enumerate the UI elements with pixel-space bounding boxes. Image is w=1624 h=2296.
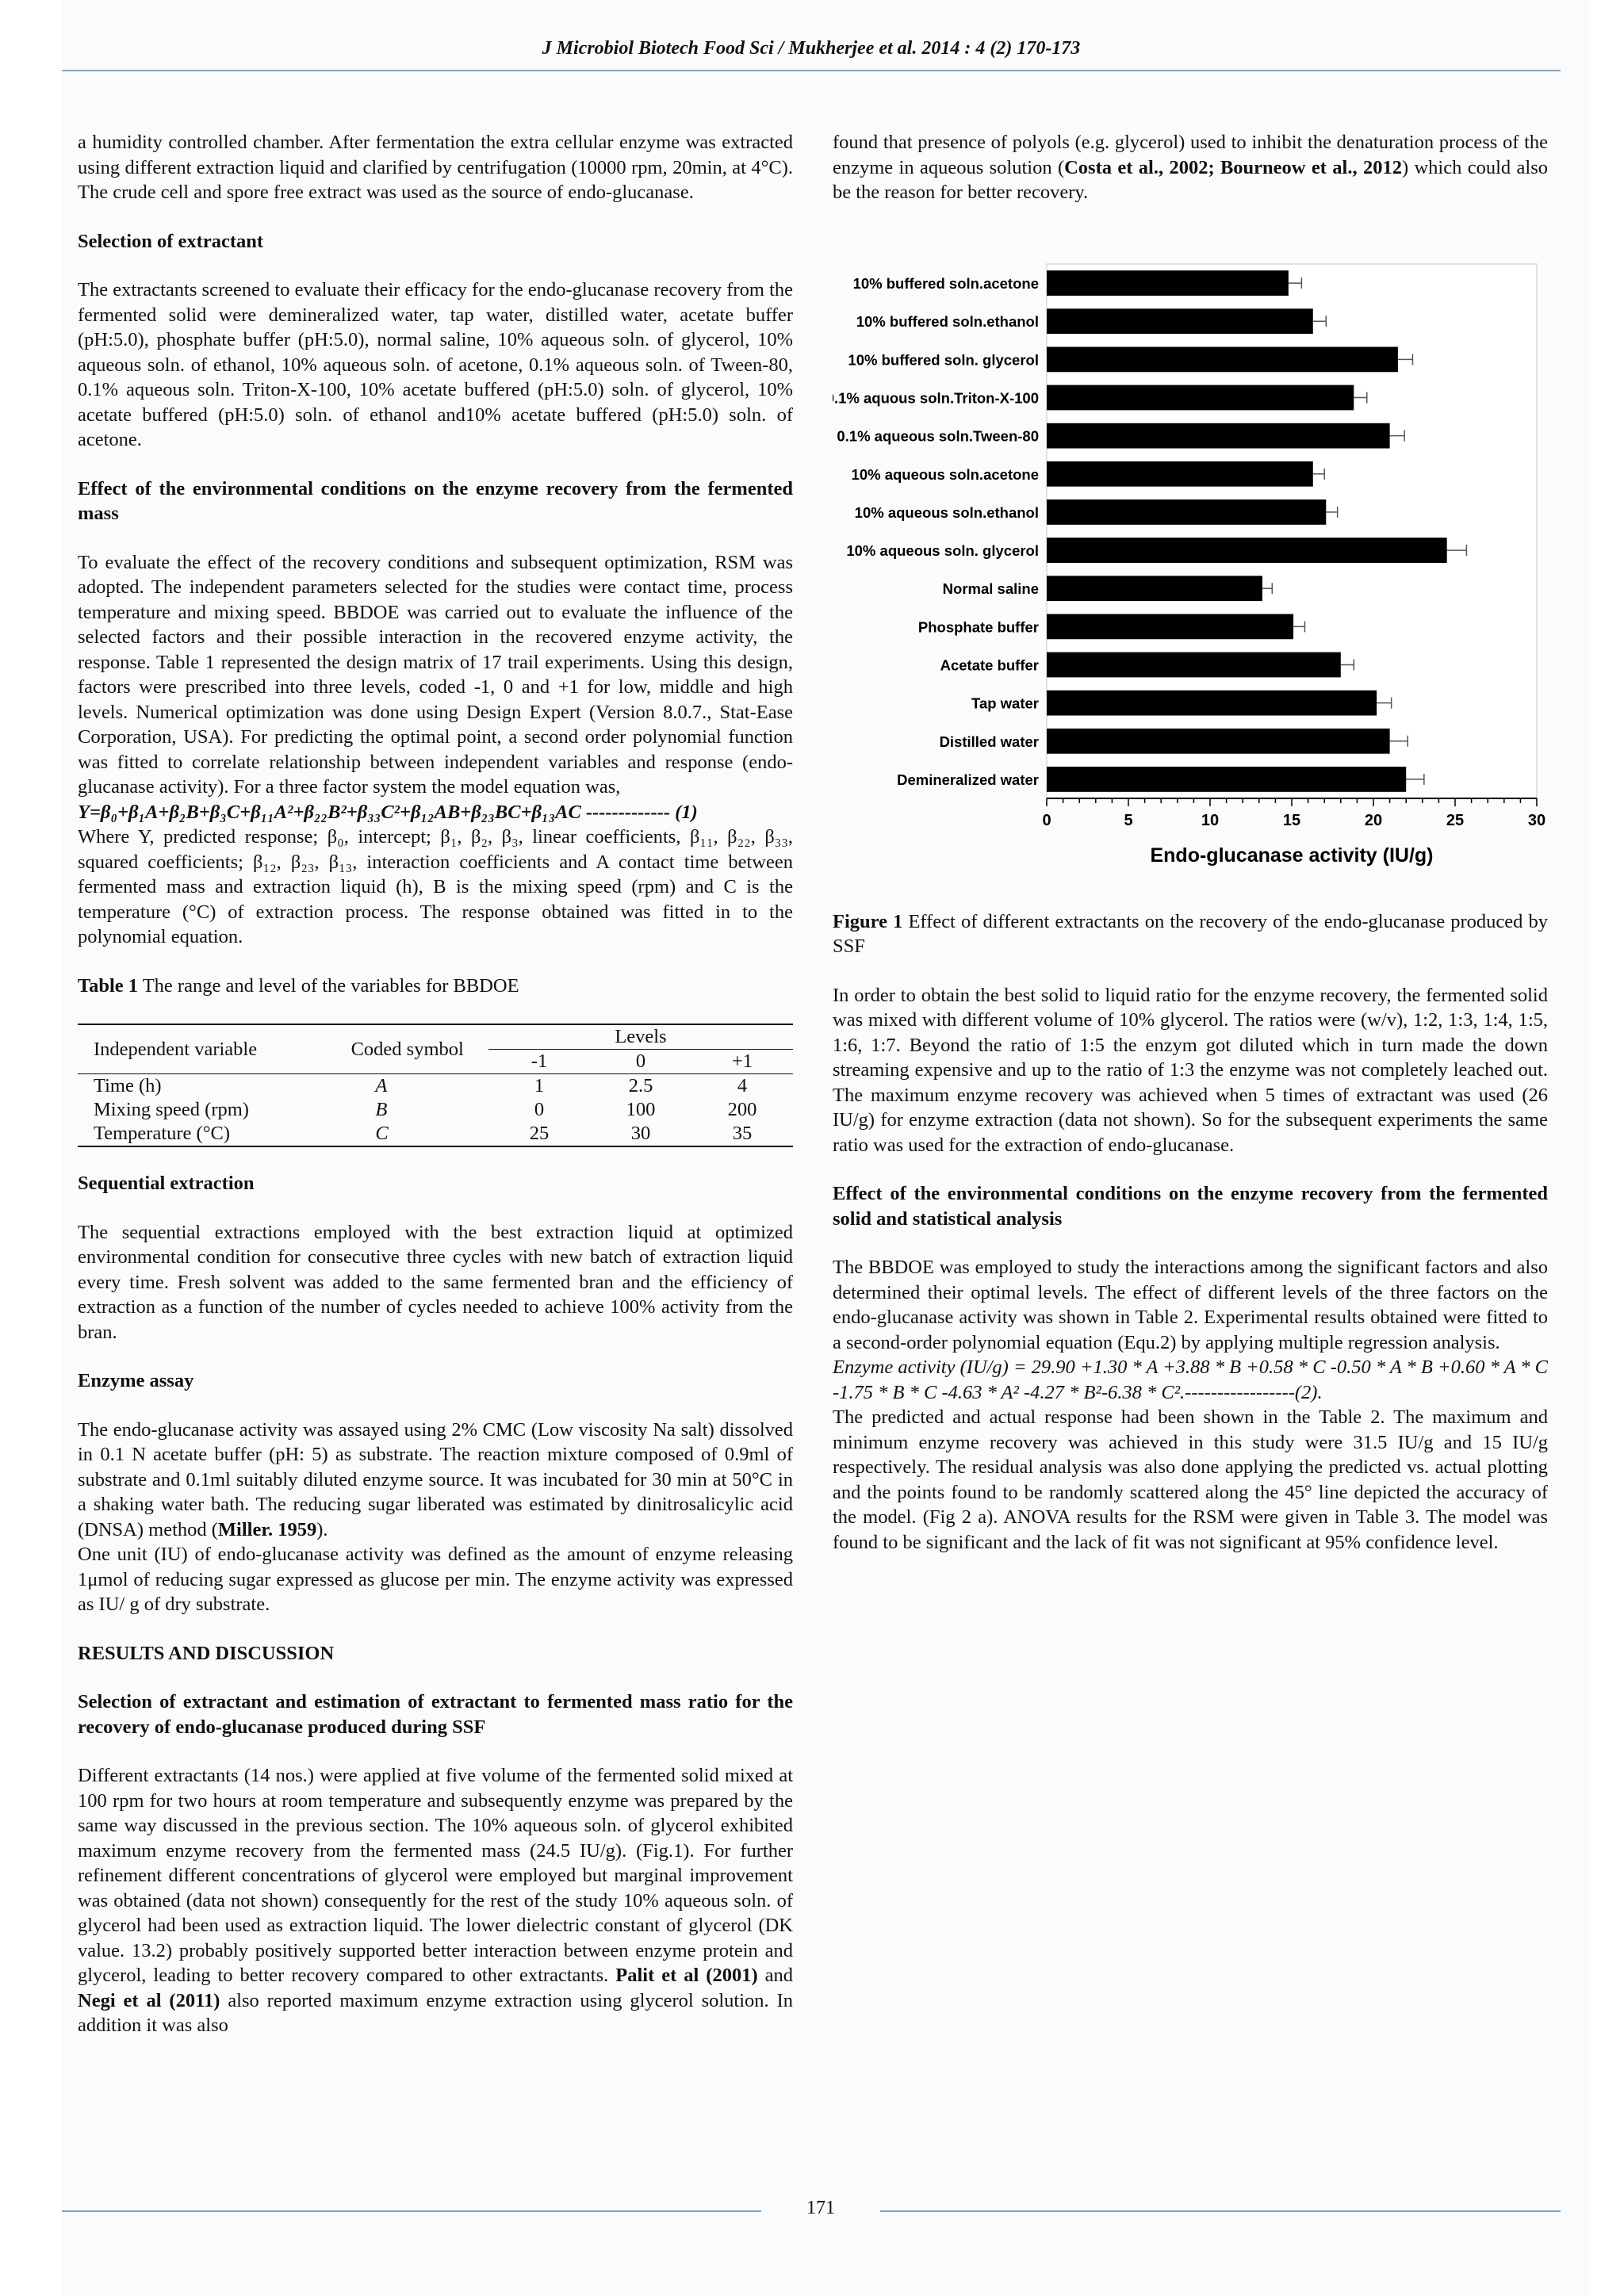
paragraph: One unit (IU) of endo-glucanase activity was defined as the amount of enzyme releasing 1μmol of reducing sugar expressed as glucose per min. The enzyme activity was expressed as IU/ g of dry substrate. bbox=[78, 1544, 793, 1615]
category-label: 10% buffered soln. glycerol bbox=[848, 350, 1039, 368]
table-cell: Temperature (°C) bbox=[94, 1123, 231, 1144]
figure-1-chart bbox=[833, 259, 1548, 886]
table-caption-text: The range and level of the variables for BBDOE bbox=[138, 974, 519, 997]
table-cell: 1 bbox=[534, 1075, 545, 1096]
bar bbox=[1047, 614, 1293, 639]
category-label: Demineralized water bbox=[897, 771, 1039, 788]
table-cell: C bbox=[375, 1123, 389, 1144]
paragraph: The BBDOE was employed to study the interactions among the significant factors and also determined their optimal levels. The effect of different levels of the three factors on the endo-glucanase activity was shown in Table 2. Experimental results obtained were fitted to a second-order polynomial equation (Equ.2) by applying multiple regression analysis. bbox=[833, 1257, 1548, 1353]
section-heading: Effect of the environmental conditions on the enzyme recovery from the fermented solid and statistical analysis bbox=[833, 1183, 1548, 1230]
section-heading: Selection of extractant bbox=[78, 230, 264, 252]
bar bbox=[1047, 499, 1326, 525]
footer-rule-left bbox=[62, 2210, 761, 2212]
category-label: 10% aqueous soln.acetone bbox=[851, 465, 1039, 483]
category-label: Phosphate buffer bbox=[917, 618, 1039, 635]
section-heading: Effect of the environmental conditions on the enzyme recovery from the fermented mass bbox=[78, 477, 793, 524]
paragraph: In order to obtain the best solid to liquid ratio for the enzyme recovery, the fermented solid was mixed with different volume of 10% glycerol. The ratios were (w/v), 1:2, 1:3, 1:4, 1:5, 1:6, 1:7. Beyond the ratio of 1:5 the enzym got diluted which in turn made the down streaming expensive and up to the ratio of 1:3 the enzyme was not completely leached out. The maximum enzyme recovery was achieved when 5 times of extractant was used (26 IU/g) for enzyme extraction (data not shown). So for the subsequent experiments the same ratio was used for the extraction of endo-glucanase. bbox=[833, 984, 1548, 1156]
x-tick-label: 5 bbox=[1124, 811, 1133, 829]
table-cell: 0 bbox=[534, 1099, 545, 1120]
page-number: 171 bbox=[806, 2198, 835, 2218]
paragraph: Where Y, predicted response; β₀, intercept; β₁, β₂, β₃, linear coefficients, β₁₁, β₂₂, β₃₃, squared coefficients; β₁₂, β₂₃, β₁₃, interaction coefficients and A contact time between fermented mass and extraction liquid (h), B is the mixing speed (rpm) and C is the temperature (°C) of extraction process. The response obtained was fitted in to the polynomial equation. bbox=[78, 826, 793, 947]
paragraph: The predicted and actual response had been shown in the Table 2. The maximum and minimum enzyme recovery was achieved in this study were 31.5 IU/g and 15 IU/g respectively. The residual analysis was also done applying the predicted vs. actual plotting and the points found to be randomly scattered along the 45° line depicted the accuracy of the model. (Fig 2 a). ANOVA results for the RSM were given in Table 3. The model was found to be significant and the lack of fit was not significant at 95% confidence level. bbox=[833, 1406, 1548, 1553]
x-tick-label: 10 bbox=[1201, 811, 1220, 829]
table-caption-label: Table 1 bbox=[78, 974, 139, 997]
figure-caption-label: Figure 1 bbox=[833, 910, 903, 932]
figure-caption bbox=[833, 909, 1548, 959]
table-cell: 30 bbox=[630, 1123, 651, 1144]
table-header-level: +1 bbox=[731, 1050, 753, 1072]
table-cell: Time (h) bbox=[94, 1075, 162, 1096]
bar-chart-svg bbox=[833, 259, 1548, 886]
plot-area bbox=[1047, 264, 1537, 798]
bar bbox=[1047, 308, 1313, 334]
table-cell: 2.5 bbox=[628, 1075, 653, 1096]
table-header-level: 0 bbox=[635, 1050, 646, 1072]
table-cell: Mixing speed (rpm) bbox=[94, 1099, 249, 1120]
bar bbox=[1047, 576, 1262, 601]
section-heading: Enzyme assay bbox=[78, 1370, 194, 1391]
equation-2: Enzyme activity (IU/g) = 29.90 +1.30 * A +3.88 * B +0.58 * C -0.50 * A * B +0.60 * A * C -1.75 * B * C -4.63 * A² -4.27 * B²-6.38 * C².-----------------(2). bbox=[833, 1357, 1548, 1403]
left-column bbox=[78, 130, 793, 2038]
x-tick-label: 25 bbox=[1446, 811, 1465, 829]
paragraph: To evaluate the effect of the recovery conditions and subsequent optimization, RSM was adopted. The independent parameters selected for the studies were contact time, process temperature and mixing speed. BBDOE was carried out to evaluate the influence of the selected factors and their possible interaction in the recovered enzyme activity, the response. Table 1 represented the design matrix of 17 trail experiments. Using this design, factors were prescribed into three levels, coded -1, 0 and +1 for low, middle and high levels. Numerical optimization was done using Design Expert (Version 8.0.7., Stat-Ease Corporation, USA). For predicting the optimal point, a second order polynomial function was fitted to correlate relationship between independent variables and response (endo-glucanase activity). For a three factor system the model equation was, bbox=[78, 551, 793, 798]
paragraph: The sequential extractions employed with the best extraction liquid at optimized environmental condition for consecutive three cycles with new batch of extraction liquid every time. Fresh solvent was added to the same fermented bran and the efficiency of extraction as a function of the number of cycles needed to achieve 100% activity from the bran. bbox=[78, 1221, 793, 1343]
category-label: 10% buffered soln.ethanol bbox=[856, 312, 1039, 330]
section-heading: Sequential extraction bbox=[78, 1173, 255, 1194]
text-run: and bbox=[757, 1965, 793, 1986]
table-cell: 200 bbox=[727, 1099, 757, 1120]
bar bbox=[1047, 728, 1390, 753]
bar bbox=[1047, 767, 1406, 792]
bar bbox=[1047, 423, 1390, 448]
table-header-levels: Levels bbox=[488, 1024, 793, 1050]
category-label: Tap water bbox=[971, 695, 1039, 712]
citation: Costa et al., 2002; Bourneow et al., 2012 bbox=[1064, 156, 1402, 178]
table-cell: 100 bbox=[626, 1099, 656, 1120]
table-header-variable: Independent variable bbox=[94, 1038, 258, 1060]
bar bbox=[1047, 270, 1289, 296]
running-header: J Microbiol Biotech Food Sci / Mukherjee et al. 2014 : 4 (2) 170-173 bbox=[542, 38, 1081, 59]
citation: Miller. 1959 bbox=[217, 1518, 317, 1540]
x-axis-label: Endo-glucanase activity (IU/g) bbox=[1150, 844, 1434, 867]
paragraph: a humidity controlled chamber. After fermentation the extra cellular enzyme was extracted using different extraction liquid and clarified by centrifugation (10000 rpm, 20min, at 4°C). The crude cell and spore free extract was used as the source of endo-glucanase. bbox=[78, 132, 793, 203]
x-tick-label: 0 bbox=[1042, 811, 1051, 829]
table-cell: 35 bbox=[732, 1123, 753, 1144]
category-label: Normal saline bbox=[942, 580, 1039, 597]
text-run: ) which could also be the reason for better recovery. bbox=[833, 156, 1548, 203]
paragraph bbox=[78, 1418, 793, 1543]
table-cell: B bbox=[375, 1099, 388, 1120]
paragraph: The extractants screened to evaluate their efficacy for the endo-glucanase recovery from the fermented solid were demineralized water, tap water, distilled water, acetate buffer (pH:5.0), phosphate buffer (pH:5.0), normal saline, 10% aqueous soln. of glycerol, 10% aqueous soln. of ethanol, 10% aqueous soln. of acetone, 0.1% aqueous soln. of Tween-80, 0.1% aqueous soln. Triton-X-100, 10% acetate buffered (pH:5.0) soln. of glycerol, 10% acetate buffered (pH:5.0) soln. of ethanol and10% acetate buffered (pH:5.0) soln. of acetone. bbox=[78, 279, 793, 450]
table-header-symbol: Coded symbol bbox=[350, 1038, 464, 1060]
category-label: Acetate buffer bbox=[940, 656, 1039, 673]
equation-1: Y=β₀+β₁A+β₂B+β₃C+β₁₁A²+β₂₂B²+β₃₃C²+β₁₂AB+β₂₃BC+β₁₃AC ------------- (1) bbox=[78, 801, 698, 823]
footer-rule-right bbox=[880, 2210, 1561, 2212]
table-row bbox=[78, 1122, 793, 1146]
table-cell: 25 bbox=[529, 1123, 550, 1144]
paragraph bbox=[833, 130, 1548, 205]
category-label: Distilled water bbox=[939, 733, 1039, 750]
table-cell: A bbox=[375, 1075, 388, 1096]
category-label: 10% aqueous soln.ethanol bbox=[854, 503, 1039, 521]
bar bbox=[1047, 652, 1341, 677]
text-run: Different extractants (14 nos.) were applied at five volume of the fermented solid mixed at 100 rpm for two hours at room temperature and subsequently enzyme was prepared by the same way discussed in the previous section. The 10% aqueous soln. of glycerol exhibited maximum enzyme recovery from the fermented mass (24.5 IU/g). (Fig.1). For further refinement different concentrations of glycerol were employed but marginal improvement was obtained (data not shown) consequently for the rest of the study 10% aqueous soln. of glycerol had been used as extraction liquid. The lower dielectric constant of glycerol (DK value. 13.2) probably positively supported better interaction between enzyme protein and glycerol, leading to better recovery compared to other extractants. bbox=[78, 1765, 793, 1986]
paragraph bbox=[78, 1763, 793, 2038]
x-tick-label: 15 bbox=[1282, 811, 1301, 829]
category-label: 0.1% aqueous soln.Tween-80 bbox=[837, 427, 1039, 445]
text-run: also reported maximum enzyme extraction using glycerol solution. In addition it was also bbox=[78, 1989, 793, 2036]
bar bbox=[1047, 385, 1354, 410]
category-label: 10% aqueous soln. glycerol bbox=[846, 541, 1039, 559]
section-heading: RESULTS AND DISCUSSION bbox=[78, 1642, 335, 1664]
bar bbox=[1047, 346, 1398, 372]
bar bbox=[1047, 461, 1313, 486]
citation: Palit et al (2001) bbox=[615, 1965, 758, 1986]
bar bbox=[1047, 538, 1447, 563]
table-caption bbox=[78, 974, 793, 999]
right-column bbox=[833, 130, 1548, 1555]
table-row bbox=[78, 1098, 793, 1122]
table-cell: 4 bbox=[737, 1075, 748, 1096]
x-tick-label: 20 bbox=[1364, 811, 1383, 829]
section-heading: Selection of extractant and estimation of extractant to fermented mass ratio for the recovery of endo-glucanase produced during SSF bbox=[78, 1691, 793, 1738]
table-row bbox=[78, 1074, 793, 1099]
text-run: found that presence of polyols (e.g. glycerol) used to inhibit the denaturation process of the enzyme in aqueous solution ( bbox=[833, 132, 1548, 178]
citation: Negi et al (2011) bbox=[78, 1989, 220, 2011]
text-run: ). bbox=[316, 1518, 328, 1540]
header-rule bbox=[62, 70, 1561, 71]
category-label: 10% buffered soln.acetone bbox=[852, 274, 1039, 292]
x-tick-label: 30 bbox=[1527, 811, 1546, 829]
table-header-level: -1 bbox=[530, 1050, 548, 1072]
text-run: The endo-glucanase activity was assayed using 2% CMC (Low viscosity Na salt) dissolved in 0.1 N acetate buffer (pH: 5) as substrate. The reaction mixture composed of 0.9ml of substrate and 0.1ml suitably diluted enzyme source. It was incubated for 30 min at 50°C in a shaking water bath. The reducing sugar liberated was estimated by dinitrosalicylic acid (DNSA) method ( bbox=[78, 1418, 793, 1540]
variables-table bbox=[78, 1024, 793, 1147]
figure-caption-text: Effect of different extractants on the recovery of the endo-glucanase produced by SSF bbox=[833, 910, 1548, 957]
category-label: 0.1% aquous soln.Triton-X-100 bbox=[833, 389, 1039, 406]
bar bbox=[1047, 690, 1377, 715]
